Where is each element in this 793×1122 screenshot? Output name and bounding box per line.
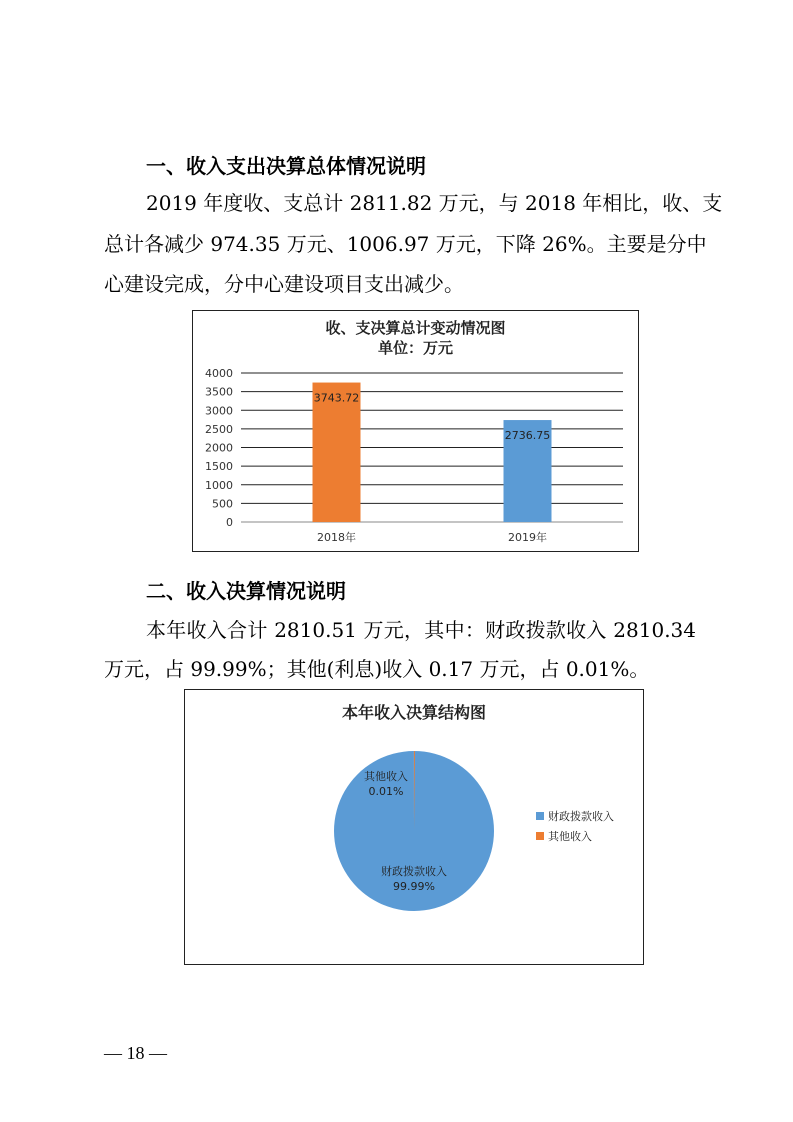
paragraph-line: 总计各减少 974.35 万元、1006.97 万元，下降 26%。主要是分中	[104, 232, 707, 256]
paragraph-line: 2019 年度收、支总计 2811.82 万元，与 2018 年相比，收、支	[146, 191, 723, 215]
x-tick-label: 2019年	[508, 531, 547, 544]
y-tick-label: 3000	[205, 404, 233, 418]
chart-title: 本年收入决算结构图	[341, 703, 486, 722]
legend-swatch	[536, 812, 544, 820]
legend-swatch	[536, 832, 544, 840]
x-tick-label: 2018年	[317, 531, 356, 544]
pie-chart	[185, 690, 642, 963]
y-tick-label: 1000	[205, 478, 233, 492]
y-tick-label: 3500	[205, 385, 233, 399]
pie-slice-label: 财政拨款收入	[381, 865, 447, 878]
chart-title: 收、支决算总计变动情况图	[325, 319, 506, 337]
y-tick-label: 2500	[205, 422, 233, 436]
bar-value-label: 3743.72	[313, 391, 360, 405]
y-tick-label: 2000	[205, 441, 233, 455]
legend-label: 其他收入	[548, 830, 592, 843]
paragraph-line: 万元，占 99.99%；其他(利息)收入 0.17 万元，占 0.01%。	[104, 657, 650, 681]
pie-slice-label: 其他收入	[364, 770, 408, 783]
bar-chart	[193, 311, 637, 550]
page-number: — 18 —	[104, 1043, 167, 1063]
bar-value-label: 2736.75	[504, 429, 551, 443]
paragraph-line: 本年收入合计 2810.51 万元，其中：财政拨款收入 2810.34	[146, 618, 696, 642]
y-tick-label: 1500	[205, 460, 233, 474]
section-heading-2: 二、收入决算情况说明	[146, 579, 346, 603]
y-tick-label: 0	[226, 516, 233, 529]
pie-chart-frame	[184, 689, 644, 965]
y-tick-label: 500	[212, 497, 233, 511]
legend-label: 财政拨款收入	[548, 810, 614, 823]
section-heading-1: 一、收入支出决算总体情况说明	[146, 154, 426, 178]
pie-percent-label: 99.99%	[393, 880, 435, 893]
y-tick-label: 4000	[205, 367, 233, 380]
chart-subtitle: 单位：万元	[377, 339, 453, 357]
paragraph-line: 心建设完成，分中心建设项目支出减少。	[104, 272, 464, 296]
bar-chart-frame	[192, 310, 639, 552]
pie-percent-label: 0.01%	[368, 785, 404, 798]
